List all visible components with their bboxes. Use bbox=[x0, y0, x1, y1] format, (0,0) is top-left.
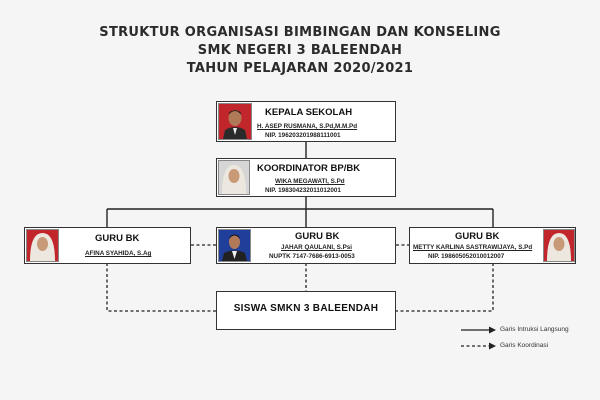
dash-right-siswa bbox=[396, 263, 493, 311]
chart-title: STRUKTUR ORGANISASI BIMBINGAN DAN KONSELING bbox=[99, 25, 501, 40]
guru-bk-left-name: AFINA SYAHIDA, S.Ag bbox=[85, 250, 152, 257]
kepala-sekolah-name: H. ASEP RUSMANA, S.Pd,M.M.Pd bbox=[257, 123, 358, 130]
guru-bk-center-name: JAHAR QAULANI, S.Psi bbox=[281, 244, 353, 251]
legend-dashed-label: Garis Koordinasi bbox=[500, 342, 549, 349]
legend-dashed-arrow bbox=[489, 343, 496, 350]
guru-bk-right-role: GURU BK bbox=[455, 231, 500, 242]
guru-bk-right-photo bbox=[543, 229, 575, 262]
guru-bk-center-photo bbox=[218, 229, 251, 262]
kepala-sekolah-role: KEPALA SEKOLAH bbox=[265, 107, 353, 118]
guru-bk-center-role: GURU BK bbox=[295, 231, 340, 242]
legend-solid-arrow bbox=[489, 327, 496, 334]
academic-year: TAHUN PELAJARAN 2020/2021 bbox=[186, 61, 414, 76]
guru-bk-right-nip: NIP. 198605052010012007 bbox=[428, 253, 505, 260]
koordinator-box bbox=[216, 158, 396, 197]
guru-bk-left-photo bbox=[26, 229, 59, 262]
koordinator-photo bbox=[218, 160, 250, 195]
kepala-sekolah-nip: NIP. 196203201988111001 bbox=[265, 132, 341, 139]
guru-bk-center-box bbox=[216, 227, 396, 264]
guru-bk-right-box bbox=[409, 227, 576, 264]
koordinator-role: KOORDINATOR BP/BK bbox=[257, 163, 361, 174]
school-name: SMK NEGERI 3 BALEENDAH bbox=[197, 43, 403, 58]
koordinator-name: WIKA MEGAWATI, S.Pd bbox=[275, 178, 345, 185]
kepala-sekolah-box bbox=[216, 101, 396, 142]
siswa-label: SISWA SMKN 3 BALEENDAH bbox=[233, 303, 379, 314]
guru-bk-center-nuptk: NUPTK 7147-7686-6913-0053 bbox=[269, 253, 355, 260]
kepala-sekolah-photo bbox=[218, 103, 252, 140]
guru-bk-left-role: GURU BK bbox=[95, 233, 140, 244]
siswa-box bbox=[216, 291, 396, 330]
dash-left-siswa bbox=[107, 263, 216, 311]
guru-bk-right-name: METTY KARLINA SASTRAWIJAYA, S.Pd bbox=[413, 244, 533, 251]
guru-bk-left-box bbox=[24, 227, 191, 264]
koordinator-nip: NIP. 198304232011012001 bbox=[265, 187, 341, 194]
legend-solid-label: Garis Intruksi Langsung bbox=[500, 326, 569, 333]
